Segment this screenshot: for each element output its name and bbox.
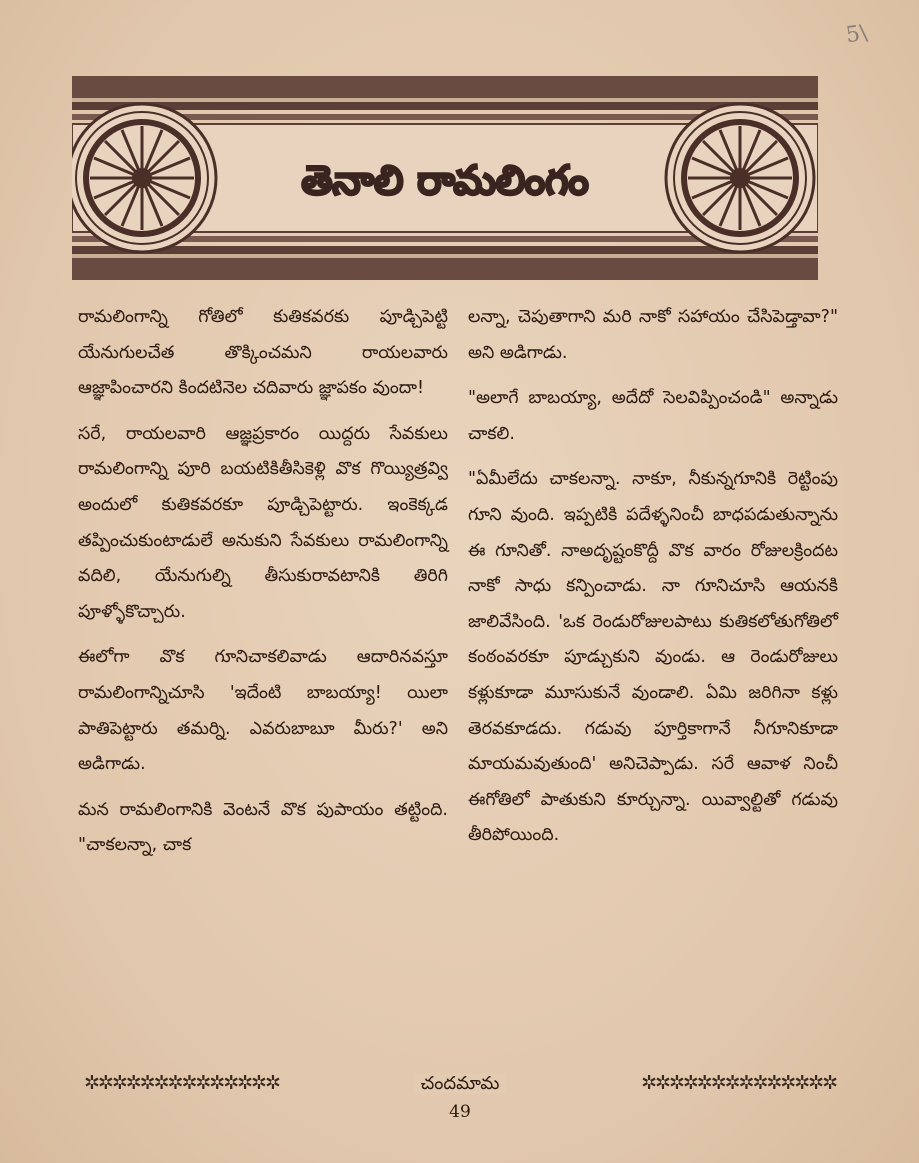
paragraph: ఈలోగా వొక గూనిచాకలివాడు ఆదారినవస్తూ రామలింగాన్నిచూసి 'ఇదేంటి బాబయ్యా! యిలా పాతిపెట్టారు తమర్ని. ఎవరుబాబూ మీరు?' అని అడిగాడు. [78,647,448,775]
paragraph: సరే, రాయలవారి ఆజ్ఞప్రకారం యిద్దరు సేవకులు రామలింగాన్ని పూరి బయటికితీసికెళ్లి వొక గొయ్యిత్రవ్వి అందులో కుతికవరకూ పూడ్చిపెట్టారు. ఇంకెక్కడ తప్పించుకుంటాడులే అనుకుని సేవకులు రామలింగాన్ని వదిలి, యేనుగుల్ని తీసుకురావటానికి తిరిగి పూళ్ళోకొచ్చారు. [78,423,448,622]
page-footer [84,1072,836,1100]
paragraph: "అలాగే బాబయ్యా, అదేదో సెలవిప్పించండి" అన్నాడు చాకలి. [468,388,838,444]
banner-title: తెనాలి రామలింగం [301,158,589,204]
article-body [78,300,850,1072]
title-banner [72,76,818,280]
left-column [78,300,448,874]
chakra-wheel-icon [666,104,814,252]
magazine-name: చందమామ [413,1073,508,1094]
paragraph: లన్నా, చెపుతాగాని మరి నాకో సహాయం చేసిపెడ్తావా?" అని అడిగాడు. [468,307,838,363]
paragraph: రామలింగాన్ని గోతిలో కుతికవరకు పూడ్చిపెట్టి యేనుగులచేత తొక్కించమని రాయలవారు ఆజ్ఞాపించారని కిందటినెల చదివారు జ్ఞాపకం వుందా! [78,307,448,399]
page-number: 49 [449,1102,471,1122]
corner-pencil-note: 5\ [844,20,870,49]
chakra-wheel-icon [72,104,216,252]
paragraph: "ఏమీలేదు చాకలన్నా. నాకూ, నీకున్నగూనికి రెట్టింపు గూని వుంది. ఇప్పటికి పదేళ్ళనించీ బాధపడుతున్నాను ఈ గూనితో. నాఅదృష్టంకొద్దీ వొక వారం రోజులక్రిందట నాకో సాధు కన్పించాడు. నా గూనిచూసి ఆయనకి జాలివేసింది. 'ఒక రెండురోజులపాటు కుతికలోతుగోతిలో కంఠంవరకూ పూడ్చుకుని వుండు. ఆ రెండురోజులు కళ్లుకూడా మూసుకునే వుండాలి. ఏమి జరిగినా కళ్లు తెరవకూడదు. గడువు పూర్తికాగానే నీగూనికూడా మాయమవుతుంది' అనిచెప్పాడు. సరే ఆవాళ నించీ ఈగోతిలో పాతుకుని కూర్చున్నా. యివ్వాల్టితో గడువు తీరిపోయింది. [468,469,838,846]
right-column [468,300,838,864]
paragraph: మన రామలింగానికి వెంటనే వొక పుపాయం తట్టింది. "చాకలన్నా, చాక [78,799,448,856]
star-ornament-left: ✲✲✲✲✲✲✲✲✲✲✲✲✲✲ [84,1072,279,1094]
star-ornament-right: ✲✲✲✲✲✲✲✲✲✲✲✲✲✲ [641,1072,836,1094]
